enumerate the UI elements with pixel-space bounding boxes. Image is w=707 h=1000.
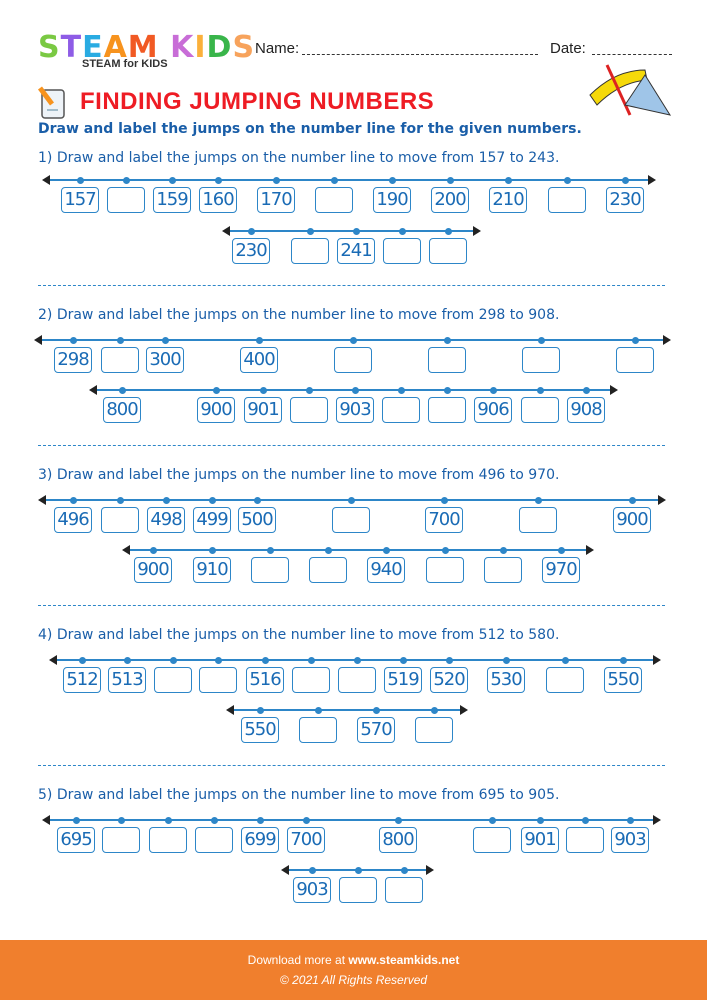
answer-box[interactable] xyxy=(334,347,372,373)
arrow-left-icon xyxy=(222,226,230,236)
number-box: 903 xyxy=(611,827,649,853)
arrow-right-icon xyxy=(426,865,434,875)
number-box: 695 xyxy=(57,827,95,853)
arrow-left-icon xyxy=(226,705,234,715)
tick-point xyxy=(325,547,332,554)
tick-point xyxy=(260,387,267,394)
arrow-left-icon xyxy=(34,335,42,345)
name-label: Name: xyxy=(255,40,300,57)
tick-point xyxy=(170,657,177,664)
tick-point xyxy=(562,657,569,664)
answer-box[interactable] xyxy=(521,397,559,423)
number-box: 230 xyxy=(232,238,270,264)
number-box: 550 xyxy=(241,717,279,743)
tick-point xyxy=(400,657,407,664)
tick-point xyxy=(303,817,310,824)
tick-point xyxy=(431,707,438,714)
tick-point xyxy=(490,387,497,394)
tick-point xyxy=(273,177,280,184)
worksheet-pencil-icon xyxy=(36,84,68,120)
number-box: 906 xyxy=(474,397,512,423)
tick-point xyxy=(500,547,507,554)
answer-box[interactable] xyxy=(154,667,192,693)
number-box: 570 xyxy=(357,717,395,743)
tick-point xyxy=(117,497,124,504)
number-box: 901 xyxy=(244,397,282,423)
number-box: 901 xyxy=(521,827,559,853)
answer-box[interactable] xyxy=(429,238,467,264)
answer-box[interactable] xyxy=(385,877,423,903)
tick-point xyxy=(309,867,316,874)
tick-point xyxy=(165,817,172,824)
arrow-right-icon xyxy=(586,545,594,555)
answer-box[interactable] xyxy=(315,187,353,213)
section-divider xyxy=(38,765,665,766)
tick-point xyxy=(503,657,510,664)
tick-point xyxy=(401,867,408,874)
answer-box[interactable] xyxy=(291,238,329,264)
tick-point xyxy=(383,547,390,554)
answer-box[interactable] xyxy=(299,717,337,743)
tick-point xyxy=(353,228,360,235)
tick-point xyxy=(308,657,315,664)
answer-box[interactable] xyxy=(522,347,560,373)
tick-point xyxy=(215,657,222,664)
tick-point xyxy=(306,387,313,394)
question-5: 5) Draw and label the jumps on the number line to move from 695 to 905. xyxy=(38,787,560,803)
tick-point xyxy=(209,497,216,504)
tick-point xyxy=(248,228,255,235)
tick-point xyxy=(262,657,269,664)
tick-point xyxy=(117,337,124,344)
arrow-right-icon xyxy=(460,705,468,715)
answer-box[interactable] xyxy=(382,397,420,423)
answer-box[interactable] xyxy=(548,187,586,213)
tick-point xyxy=(620,657,627,664)
tick-point xyxy=(627,817,634,824)
arrow-right-icon xyxy=(653,655,661,665)
tick-point xyxy=(399,228,406,235)
answer-box[interactable] xyxy=(519,507,557,533)
tick-point xyxy=(211,817,218,824)
tick-point xyxy=(354,657,361,664)
tick-point xyxy=(444,387,451,394)
question-4: 4) Draw and label the jumps on the number line to move from 512 to 580. xyxy=(38,627,560,643)
number-box: 550 xyxy=(604,667,642,693)
answer-box[interactable] xyxy=(428,397,466,423)
arrow-right-icon xyxy=(610,385,618,395)
number-box: 903 xyxy=(293,877,331,903)
number-box: 700 xyxy=(287,827,325,853)
answer-box[interactable] xyxy=(195,827,233,853)
arrow-right-icon xyxy=(473,226,481,236)
tick-point xyxy=(209,547,216,554)
number-line xyxy=(48,179,650,181)
tick-point xyxy=(348,497,355,504)
number-box: 800 xyxy=(103,397,141,423)
arrow-left-icon xyxy=(49,655,57,665)
tick-point xyxy=(564,177,571,184)
ruler-triangle-icon xyxy=(585,60,675,120)
section-divider xyxy=(38,285,665,286)
number-line xyxy=(232,709,462,711)
number-box: 900 xyxy=(134,557,172,583)
tick-point xyxy=(535,497,542,504)
tick-point xyxy=(355,867,362,874)
number-box: 160 xyxy=(199,187,237,213)
number-box: 530 xyxy=(487,667,525,693)
logo: STEAM KIDS xyxy=(38,30,256,65)
number-box: 513 xyxy=(108,667,146,693)
number-box: 900 xyxy=(197,397,235,423)
number-box: 200 xyxy=(431,187,469,213)
tick-point xyxy=(538,337,545,344)
tick-point xyxy=(395,817,402,824)
answer-box[interactable] xyxy=(101,507,139,533)
number-box: 190 xyxy=(373,187,411,213)
tick-point xyxy=(315,707,322,714)
date-label: Date: xyxy=(550,40,586,57)
logo-subtitle: STEAM for KIDS xyxy=(82,58,168,70)
number-box: 970 xyxy=(542,557,580,583)
tick-point xyxy=(583,387,590,394)
answer-box[interactable] xyxy=(566,827,604,853)
tick-point xyxy=(444,337,451,344)
number-line xyxy=(128,549,588,551)
answer-box[interactable] xyxy=(199,667,237,693)
tick-point xyxy=(162,337,169,344)
arrow-right-icon xyxy=(648,175,656,185)
number-box: 520 xyxy=(430,667,468,693)
instructions: Draw and label the jumps on the number line for the given numbers. xyxy=(38,121,582,137)
tick-point xyxy=(632,337,639,344)
tick-point xyxy=(79,657,86,664)
tick-point xyxy=(331,177,338,184)
answer-box[interactable] xyxy=(546,667,584,693)
tick-point xyxy=(73,817,80,824)
tick-point xyxy=(447,177,454,184)
number-box: 800 xyxy=(379,827,417,853)
number-line xyxy=(228,230,475,232)
answer-box[interactable] xyxy=(101,347,139,373)
number-box: 908 xyxy=(567,397,605,423)
number-box: 157 xyxy=(61,187,99,213)
question-1: 1) Draw and label the jumps on the number line to move from 157 to 243. xyxy=(38,150,560,166)
tick-point xyxy=(123,177,130,184)
answer-box[interactable] xyxy=(616,347,654,373)
answer-box[interactable] xyxy=(332,507,370,533)
number-box: 699 xyxy=(241,827,279,853)
tick-point xyxy=(537,387,544,394)
tick-point xyxy=(70,337,77,344)
number-box: 300 xyxy=(146,347,184,373)
tick-point xyxy=(622,177,629,184)
answer-box[interactable] xyxy=(290,397,328,423)
tick-point xyxy=(150,547,157,554)
arrow-left-icon xyxy=(122,545,130,555)
section-divider xyxy=(38,605,665,606)
number-box: 159 xyxy=(153,187,191,213)
number-box: 700 xyxy=(425,507,463,533)
tick-point xyxy=(215,177,222,184)
tick-point xyxy=(350,337,357,344)
tick-point xyxy=(307,228,314,235)
page-title: FINDING JUMPING NUMBERS xyxy=(80,88,435,115)
number-box: 498 xyxy=(147,507,185,533)
number-box: 500 xyxy=(238,507,276,533)
number-box: 496 xyxy=(54,507,92,533)
section-divider xyxy=(38,445,665,446)
answer-box[interactable] xyxy=(383,238,421,264)
number-box: 903 xyxy=(336,397,374,423)
tick-point xyxy=(441,497,448,504)
answer-box[interactable] xyxy=(338,667,376,693)
tick-point xyxy=(629,497,636,504)
number-line xyxy=(48,819,655,821)
arrow-left-icon xyxy=(38,495,46,505)
tick-point xyxy=(124,657,131,664)
number-box: 940 xyxy=(367,557,405,583)
tick-point xyxy=(398,387,405,394)
number-box: 512 xyxy=(63,667,101,693)
number-box: 400 xyxy=(240,347,278,373)
number-box: 910 xyxy=(193,557,231,583)
number-box: 519 xyxy=(384,667,422,693)
tick-point xyxy=(445,228,452,235)
tick-point xyxy=(213,387,220,394)
arrow-left-icon xyxy=(42,815,50,825)
tick-point xyxy=(119,387,126,394)
tick-point xyxy=(254,497,261,504)
tick-point xyxy=(267,547,274,554)
tick-point xyxy=(442,547,449,554)
question-2: 2) Draw and label the jumps on the number line to move from 298 to 908. xyxy=(38,307,560,323)
date-field[interactable] xyxy=(592,54,672,55)
tick-point xyxy=(256,337,263,344)
arrow-left-icon xyxy=(89,385,97,395)
name-field[interactable] xyxy=(302,54,538,55)
answer-box[interactable] xyxy=(339,877,377,903)
answer-box[interactable] xyxy=(107,187,145,213)
number-box: 210 xyxy=(489,187,527,213)
number-box: 900 xyxy=(613,507,651,533)
tick-point xyxy=(77,177,84,184)
arrow-right-icon xyxy=(658,495,666,505)
footer xyxy=(0,940,707,1000)
download-text: Download more at xyxy=(247,953,346,967)
footer-copyright: © 2021 All Rights Reserved xyxy=(279,973,428,987)
tick-point xyxy=(70,497,77,504)
arrow-left-icon xyxy=(281,865,289,875)
tick-point xyxy=(582,817,589,824)
answer-box[interactable] xyxy=(426,557,464,583)
site-link[interactable]: www.steamkids.net xyxy=(348,953,460,967)
tick-point xyxy=(373,707,380,714)
tick-point xyxy=(505,177,512,184)
arrow-left-icon xyxy=(42,175,50,185)
answer-box[interactable] xyxy=(292,667,330,693)
answer-box[interactable] xyxy=(149,827,187,853)
answer-box[interactable] xyxy=(484,557,522,583)
tick-point xyxy=(257,707,264,714)
tick-point xyxy=(163,497,170,504)
arrow-right-icon xyxy=(663,335,671,345)
tick-point xyxy=(352,387,359,394)
answer-box[interactable] xyxy=(428,347,466,373)
number-box: 230 xyxy=(606,187,644,213)
tick-point xyxy=(537,817,544,824)
tick-point xyxy=(489,817,496,824)
answer-box[interactable] xyxy=(473,827,511,853)
tick-point xyxy=(169,177,176,184)
tick-point xyxy=(558,547,565,554)
answer-box[interactable] xyxy=(309,557,347,583)
answer-box[interactable] xyxy=(415,717,453,743)
tick-point xyxy=(257,817,264,824)
arrow-right-icon xyxy=(653,815,661,825)
answer-box[interactable] xyxy=(251,557,289,583)
number-box: 298 xyxy=(54,347,92,373)
question-3: 3) Draw and label the jumps on the number line to move from 496 to 970. xyxy=(38,467,560,483)
tick-point xyxy=(446,657,453,664)
tick-point xyxy=(389,177,396,184)
number-box: 499 xyxy=(193,507,231,533)
footer-download xyxy=(0,953,707,967)
number-box: 516 xyxy=(246,667,284,693)
number-box: 170 xyxy=(257,187,295,213)
number-box: 241 xyxy=(337,238,375,264)
tick-point xyxy=(118,817,125,824)
answer-box[interactable] xyxy=(102,827,140,853)
